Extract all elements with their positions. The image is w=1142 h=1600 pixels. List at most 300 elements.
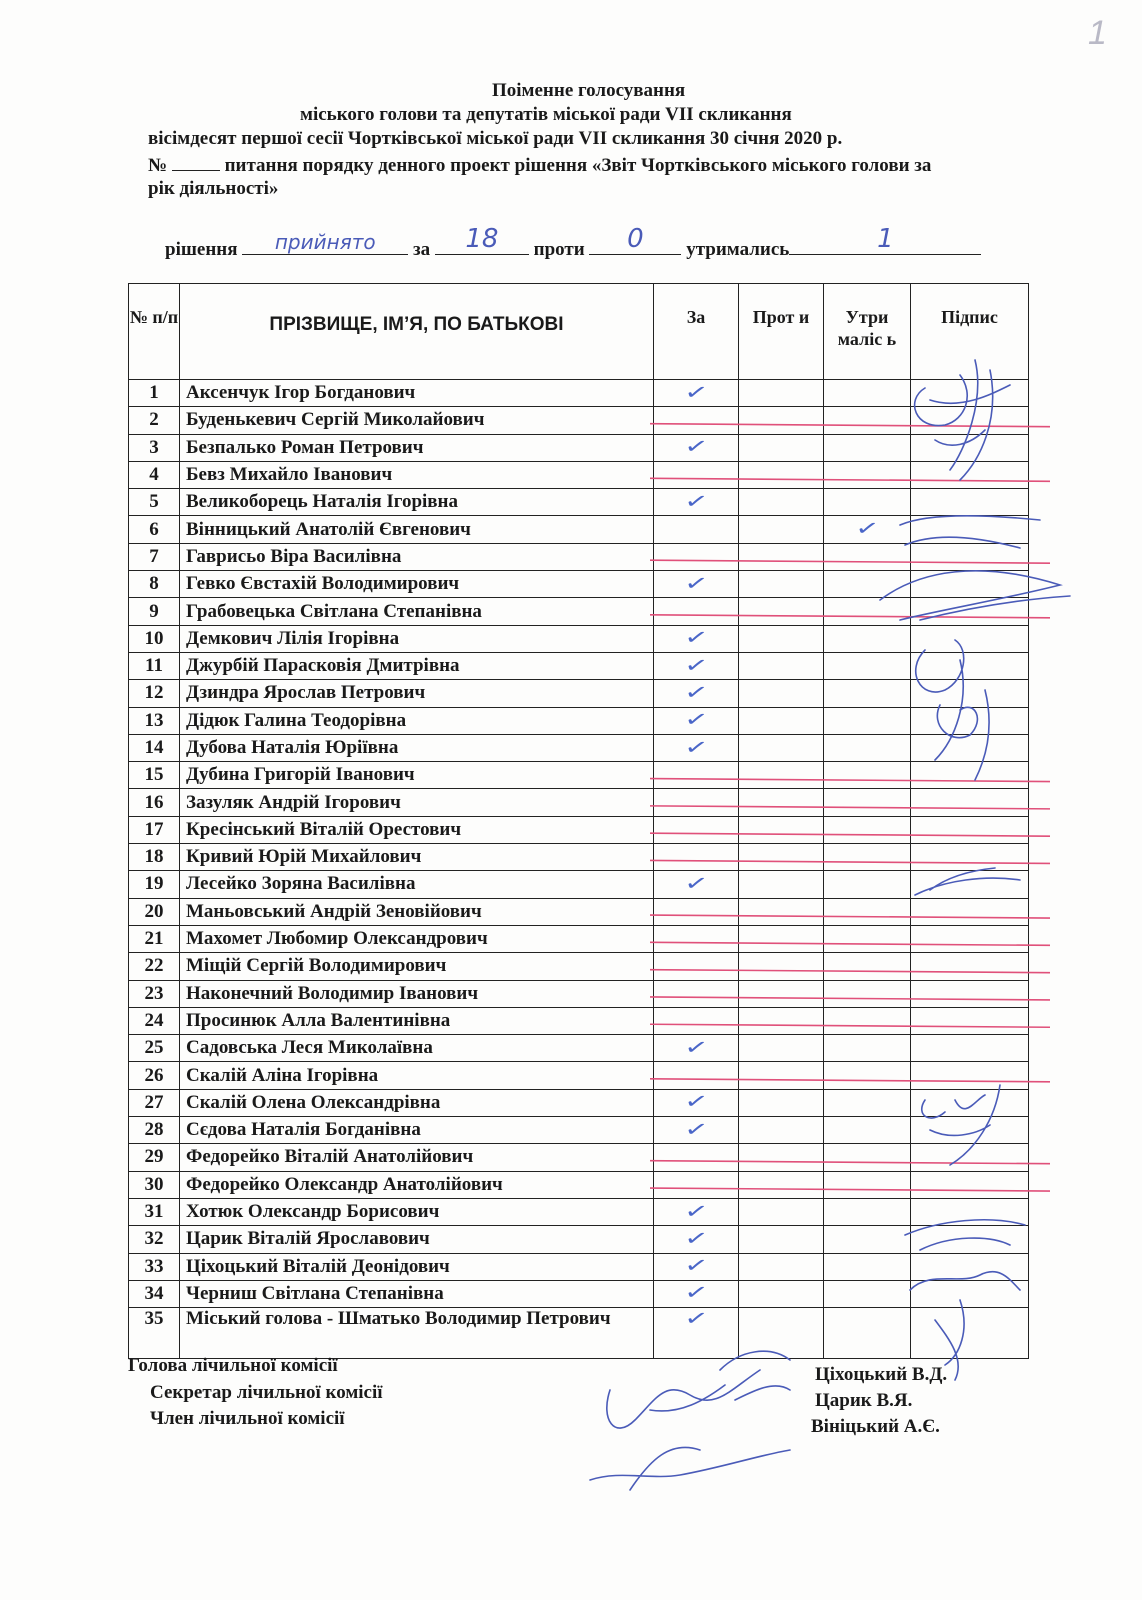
vote-cell-against (739, 380, 824, 407)
deputy-name: Дзиндра Ярослав Петрович (180, 680, 654, 707)
signature-cell (911, 1308, 1029, 1359)
row-number: 12 (129, 680, 180, 707)
vote-cell-abstained (824, 461, 911, 488)
vote-cell-for (654, 1144, 739, 1171)
col-header-name: ПРІЗВИЩЕ, ІМ’Я, ПО БАТЬКОВІ (180, 284, 654, 380)
signature-cell (911, 707, 1029, 734)
vote-cell-for (654, 1062, 739, 1089)
vote-cell-abstained (824, 980, 911, 1007)
row-number: 4 (129, 461, 180, 488)
vote-cell-abstained (824, 434, 911, 461)
vote-cell-against (739, 1062, 824, 1089)
table-row (129, 543, 1029, 570)
signature-cell (911, 516, 1029, 543)
vote-cell-abstained (824, 898, 911, 925)
row-number: 24 (129, 1007, 180, 1034)
vote-cell-for (654, 1089, 739, 1116)
agenda-number-sign: № (148, 155, 168, 176)
table-row (129, 953, 1029, 980)
vote-cell-against (739, 953, 824, 980)
row-number: 20 (129, 898, 180, 925)
agenda-line (148, 154, 931, 177)
row-number: 30 (129, 1171, 180, 1198)
vote-cell-for (654, 571, 739, 598)
vote-cell-against (739, 434, 824, 461)
vote-cell-for (654, 1226, 739, 1253)
deputy-name: Скалій Олена Олександрівна (180, 1089, 654, 1116)
vote-cell-abstained (824, 489, 911, 516)
check-mark-icon: ✓ (682, 706, 710, 733)
table-row (129, 680, 1029, 707)
vote-cell-against (739, 1226, 824, 1253)
vote-cell-against (739, 1144, 824, 1171)
vote-cell-against (739, 789, 824, 816)
signature-cell (911, 1035, 1029, 1062)
vote-cell-against (739, 680, 824, 707)
vote-cell-against (739, 516, 824, 543)
row-number: 9 (129, 598, 180, 625)
row-number: 6 (129, 516, 180, 543)
vote-cell-for (654, 925, 739, 952)
vote-cell-against (739, 489, 824, 516)
vote-cell-for (654, 434, 739, 461)
vote-cell-abstained (824, 789, 911, 816)
vote-cell-abstained (824, 953, 911, 980)
signature-cell (911, 434, 1029, 461)
vote-cell-for (654, 1035, 739, 1062)
deputy-name: Дубина Григорій Іванович (180, 762, 654, 789)
table-row (129, 516, 1029, 543)
decision-handwritten: прийнято (274, 230, 376, 254)
row-number: 33 (129, 1253, 180, 1280)
session-line: вісімдесят першої сесії Чортківської міської ради VII скликання 30 січня 2020 р. (148, 128, 843, 149)
commission-chair-name: Ціхоцький В.Д. (815, 1364, 948, 1385)
table-row (129, 1035, 1029, 1062)
table-row (129, 434, 1029, 461)
row-number: 19 (129, 871, 180, 898)
vote-cell-for (654, 1007, 739, 1034)
vote-cell-against (739, 762, 824, 789)
table-row (129, 1007, 1029, 1034)
vote-cell-against (739, 1035, 824, 1062)
vote-cell-for (654, 953, 739, 980)
deputy-name: Ціхоцький Віталій Деонідович (180, 1253, 654, 1280)
signature-cell (911, 1171, 1029, 1198)
deputy-name: Буденькевич Сергій Миколайович (180, 407, 654, 434)
vote-cell-against (739, 734, 824, 761)
vote-cell-for (654, 680, 739, 707)
row-number: 17 (129, 816, 180, 843)
signature-cell (911, 1062, 1029, 1089)
signature-cell (911, 844, 1029, 871)
row-number: 22 (129, 953, 180, 980)
agenda-number-blank (172, 154, 220, 171)
table-row (129, 844, 1029, 871)
vote-cell-for (654, 844, 739, 871)
page-number: 1 (1088, 14, 1107, 52)
row-number: 28 (129, 1117, 180, 1144)
row-number: 31 (129, 1198, 180, 1225)
check-mark-icon: ✓ (682, 1225, 710, 1251)
table-row (129, 625, 1029, 652)
row-number: 1 (129, 380, 180, 407)
deputy-name: Лесейко Зоряна Василівна (180, 871, 654, 898)
vote-cell-abstained (824, 871, 911, 898)
row-number: 34 (129, 1280, 180, 1307)
vote-cell-against (739, 980, 824, 1007)
deputy-name: Садовська Леся Миколаївна (180, 1035, 654, 1062)
vote-cell-for (654, 789, 739, 816)
agenda-line-cont: рік діяльності» (148, 178, 279, 199)
vote-cell-for (654, 980, 739, 1007)
signature-cell (911, 380, 1029, 407)
vote-cell-for (654, 871, 739, 898)
signature-cell (911, 489, 1029, 516)
vote-cell-abstained (824, 1007, 911, 1034)
vote-result-line (165, 224, 981, 261)
vote-cell-against (739, 625, 824, 652)
vote-cell-against (739, 407, 824, 434)
deputy-name: Маньовський Андрій Зеновійович (180, 898, 654, 925)
table-row (129, 871, 1029, 898)
vote-cell-against (739, 816, 824, 843)
vote-cell-abstained (824, 707, 911, 734)
signature-cell (911, 1198, 1029, 1225)
vote-cell-for (654, 461, 739, 488)
row-number: 26 (129, 1062, 180, 1089)
signature-cell (911, 625, 1029, 652)
table-row (129, 789, 1029, 816)
deputy-name: Грабовецька Світлана Степанівна (180, 598, 654, 625)
check-mark-icon: ✓ (682, 733, 710, 760)
deputy-name: Просинюк Алла Валентинівна (180, 1007, 654, 1034)
vote-cell-abstained (824, 734, 911, 761)
vote-cell-abstained (824, 816, 911, 843)
check-mark-icon: ✓ (682, 378, 710, 405)
vote-cell-abstained (824, 652, 911, 679)
row-number: 16 (129, 789, 180, 816)
check-mark-icon: ✓ (682, 651, 710, 678)
signature-cell (911, 1089, 1029, 1116)
commission-chair-label: Голова лічильної комісії (128, 1355, 338, 1376)
deputy-name: Сєдова Наталія Богданівна (180, 1117, 654, 1144)
agenda-text: питання порядку денного проект рішення «Звіт Чортківського міського голови за (224, 155, 932, 176)
deputy-name: Царик Віталій Ярославович (180, 1226, 654, 1253)
check-mark-icon: ✓ (682, 1279, 710, 1306)
vote-cell-abstained (824, 1226, 911, 1253)
table-row (129, 598, 1029, 625)
abstained-label: утримались (686, 239, 790, 260)
vote-cell-abstained (824, 1280, 911, 1307)
vote-cell-against (739, 1171, 824, 1198)
signature-cell (911, 1144, 1029, 1171)
vote-cell-for (654, 380, 739, 407)
deputy-name: Дубова Наталія Юріївна (180, 734, 654, 761)
deputy-name: Аксенчук Ігор Богданович (180, 380, 654, 407)
commission-member-label: Член лічильної комісії (150, 1408, 345, 1429)
row-number: 29 (129, 1144, 180, 1171)
row-number: 14 (129, 734, 180, 761)
col-header-signature: Підпис (911, 284, 1029, 380)
vote-cell-abstained (824, 1035, 911, 1062)
row-number: 23 (129, 980, 180, 1007)
table-row (129, 707, 1029, 734)
vote-cell-against (739, 1007, 824, 1034)
col-header-for: За (654, 284, 739, 380)
deputy-name: Вінницький Анатолій Євгенович (180, 516, 654, 543)
deputy-name: Безпалько Роман Петрович (180, 434, 654, 461)
table-row (129, 734, 1029, 761)
deputy-name: Махомет Любомир Олександрович (180, 925, 654, 952)
signature-cell (911, 571, 1029, 598)
signature-cell (911, 598, 1029, 625)
signature-cell (911, 898, 1029, 925)
vote-cell-against (739, 898, 824, 925)
row-number: 5 (129, 489, 180, 516)
deputy-name: Наконечний Володимир Іванович (180, 980, 654, 1007)
commission-secretary-label: Секретар лічильної комісії (150, 1382, 383, 1403)
check-mark-icon: ✓ (682, 1197, 710, 1224)
table-row (129, 980, 1029, 1007)
row-number: 25 (129, 1035, 180, 1062)
row-number: 10 (129, 625, 180, 652)
col-header-against: Прот и (739, 284, 824, 380)
decision-field (242, 232, 408, 255)
signature-cell (911, 543, 1029, 570)
against-label: проти (533, 239, 585, 260)
vote-cell-against (739, 1198, 824, 1225)
signature-cell (911, 925, 1029, 952)
table-row (129, 1226, 1029, 1253)
vote-cell-abstained (824, 1253, 911, 1280)
vote-cell-abstained (824, 1144, 911, 1171)
signature-cell (911, 652, 1029, 679)
vote-cell-against (739, 1089, 824, 1116)
vote-cell-abstained (824, 762, 911, 789)
row-number: 35 (129, 1308, 180, 1359)
vote-cell-for (654, 1117, 739, 1144)
abstained-count-field (789, 224, 981, 255)
vote-cell-against (739, 652, 824, 679)
vote-cell-abstained (824, 1308, 911, 1359)
check-mark-icon: ✓ (682, 1252, 710, 1278)
deputy-name: Дідюк Галина Теодорівна (180, 707, 654, 734)
signature-cell (911, 1253, 1029, 1280)
deputy-name: Хотюк Олександр Борисович (180, 1198, 654, 1225)
for-count-handwritten: 18 (465, 224, 499, 254)
vote-cell-abstained (824, 1062, 911, 1089)
vote-cell-for (654, 652, 739, 679)
check-mark-icon: ✓ (682, 488, 710, 514)
check-mark-icon: ✓ (682, 1305, 710, 1331)
roll-call-table (128, 283, 1029, 1359)
row-number: 18 (129, 844, 180, 871)
deputy-name: Джурбій Парасковія Дмитрівна (180, 652, 654, 679)
deputy-name: Кресінський Віталій Орестович (180, 816, 654, 843)
vote-cell-for (654, 898, 739, 925)
vote-cell-for (654, 707, 739, 734)
vote-cell-abstained (824, 625, 911, 652)
signature-cell (911, 1007, 1029, 1034)
signature-cell (911, 680, 1029, 707)
signature-cell (911, 871, 1029, 898)
signature-cell (911, 1117, 1029, 1144)
row-number: 15 (129, 762, 180, 789)
abstained-count-handwritten: 1 (877, 224, 894, 254)
vote-cell-against (739, 1117, 824, 1144)
vote-cell-abstained (824, 680, 911, 707)
for-count-field (435, 224, 529, 255)
deputy-name: Міський голова - Шматько Володимир Петрович (180, 1308, 654, 1359)
vote-cell-for (654, 625, 739, 652)
deputy-name: Зазуляк Андрій Ігорович (180, 789, 654, 816)
vote-cell-abstained (824, 543, 911, 570)
vote-cell-abstained (824, 1198, 911, 1225)
vote-cell-for (654, 516, 739, 543)
check-mark-icon: ✓ (682, 624, 710, 651)
deputy-name: Гаврисьо Віра Василівна (180, 543, 654, 570)
table-row (129, 407, 1029, 434)
signature-cell (911, 953, 1029, 980)
vote-cell-abstained (824, 380, 911, 407)
vote-cell-abstained (824, 1117, 911, 1144)
table-row (129, 816, 1029, 843)
row-number: 27 (129, 1089, 180, 1116)
vote-cell-against (739, 871, 824, 898)
table-row (129, 1062, 1029, 1089)
signature-cell (911, 762, 1029, 789)
signature-cell (911, 461, 1029, 488)
table-row (129, 1117, 1029, 1144)
signature-cell (911, 407, 1029, 434)
row-number: 7 (129, 543, 180, 570)
against-count-handwritten: 0 (627, 224, 644, 254)
deputy-name: Бевз Михайло Іванович (180, 461, 654, 488)
deputy-name: Демкович Лілія Ігорівна (180, 625, 654, 652)
vote-cell-against (739, 598, 824, 625)
vote-cell-abstained (824, 1089, 911, 1116)
vote-cell-against (739, 1253, 824, 1280)
signature-cell (911, 734, 1029, 761)
vote-cell-for (654, 762, 739, 789)
table-row (129, 1280, 1029, 1307)
for-label: за (413, 239, 431, 260)
commission-signature-1 (607, 1370, 760, 1428)
table-row (129, 1171, 1029, 1198)
vote-cell-against (739, 1280, 824, 1307)
vote-cell-against (739, 543, 824, 570)
doc-title: Поіменне голосування (492, 80, 686, 101)
vote-cell-abstained (824, 925, 911, 952)
decision-label: рішення (165, 239, 238, 260)
deputy-name: Великоборець Наталія Ігорівна (180, 489, 654, 516)
col-header-abstained: Утри маліс ь (824, 284, 911, 380)
vote-cell-for (654, 816, 739, 843)
vote-cell-for (654, 734, 739, 761)
signature-cell (911, 980, 1029, 1007)
col-header-num: № п/п (129, 284, 180, 380)
check-mark-icon: ✓ (682, 1033, 710, 1060)
check-mark-icon: ✓ (682, 870, 710, 896)
deputy-name: Кривий Юрій Михайлович (180, 844, 654, 871)
row-number: 11 (129, 652, 180, 679)
vote-cell-for (654, 407, 739, 434)
check-mark-icon: ✓ (682, 1088, 710, 1115)
commission-signature-3 (590, 1447, 790, 1490)
table-row (129, 1308, 1029, 1359)
vote-cell-for (654, 489, 739, 516)
vote-cell-for (654, 1305, 739, 1359)
check-mark-icon: ✓ (853, 515, 881, 541)
vote-cell-for (654, 1198, 739, 1225)
row-number: 2 (129, 407, 180, 434)
signature-cell (911, 1280, 1029, 1307)
check-mark-icon: ✓ (682, 569, 710, 596)
row-number: 21 (129, 925, 180, 952)
vote-cell-abstained (824, 407, 911, 434)
table-row (129, 898, 1029, 925)
vote-cell-for (654, 1280, 739, 1307)
row-number: 13 (129, 707, 180, 734)
table-row (129, 1198, 1029, 1225)
deputy-name: Гевко Євстахій Володимирович (180, 571, 654, 598)
vote-cell-for (654, 1171, 739, 1198)
vote-cell-for (654, 598, 739, 625)
table-row (129, 1144, 1029, 1171)
check-mark-icon: ✓ (682, 433, 710, 460)
check-mark-icon: ✓ (682, 679, 710, 705)
vote-cell-abstained (824, 844, 911, 871)
signature-cell (911, 816, 1029, 843)
vote-cell-against (739, 1308, 824, 1359)
table-row (129, 489, 1029, 516)
vote-cell-against (739, 571, 824, 598)
vote-cell-abstained (824, 1171, 911, 1198)
table-row (129, 652, 1029, 679)
vote-cell-against (739, 925, 824, 952)
deputy-name: Скалій Аліна Ігорівна (180, 1062, 654, 1089)
against-count-field (589, 224, 681, 255)
deputy-name: Міщій Сергій Володимирович (180, 953, 654, 980)
table-row (129, 380, 1029, 407)
row-number: 8 (129, 571, 180, 598)
table-row (129, 762, 1029, 789)
deputy-name: Черниш Світлана Степанівна (180, 1280, 654, 1307)
vote-cell-abstained (824, 516, 911, 543)
commission-secretary-name: Царик В.Я. (815, 1390, 913, 1411)
vote-cell-against (739, 844, 824, 871)
check-mark-icon: ✓ (682, 1115, 710, 1142)
signature-cell (911, 1226, 1029, 1253)
table-row (129, 925, 1029, 952)
signature-cell (911, 789, 1029, 816)
row-number: 32 (129, 1226, 180, 1253)
deputy-name: Федорейко Олександр Анатолійович (180, 1171, 654, 1198)
row-number: 3 (129, 434, 180, 461)
table-row (129, 1089, 1029, 1116)
vote-cell-against (739, 707, 824, 734)
vote-cell-abstained (824, 598, 911, 625)
deputy-name: Федорейко Віталій Анатолійович (180, 1144, 654, 1171)
doc-subtitle: міського голови та депутатів міської ради VII скликання (300, 104, 792, 125)
table-header-row (129, 284, 1029, 380)
table-row (129, 571, 1029, 598)
commission-member-name: Вініцький А.Є. (811, 1416, 940, 1437)
vote-cell-for (654, 543, 739, 570)
table-row (129, 1253, 1029, 1280)
table-row (129, 461, 1029, 488)
vote-cell-for (654, 1253, 739, 1280)
